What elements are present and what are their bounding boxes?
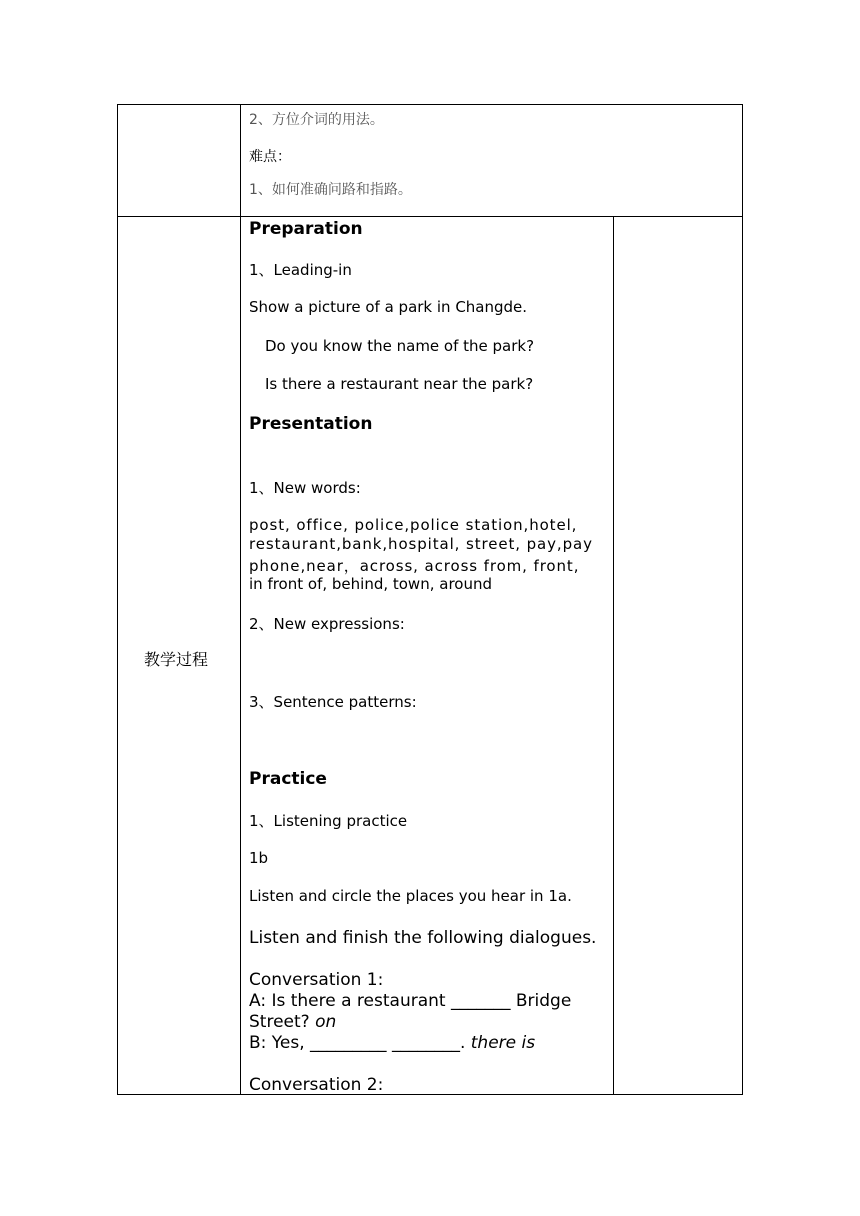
answer-there-is: there is: [470, 1033, 536, 1053]
conversation-2-title: Conversation 2:: [249, 1075, 384, 1095]
conversation-1-title: Conversation 1:: [249, 970, 384, 990]
label-column-divider: [240, 104, 241, 1095]
teaching-process-label: 教学过程: [144, 650, 209, 669]
new-expressions-label: 2、New expressions:: [249, 615, 405, 633]
listening-practice-item: 1、Listening practice: [249, 812, 408, 830]
street-text: Street?: [249, 1012, 310, 1032]
prepositions-usage-point: 2、方位介词的用法。: [249, 112, 384, 128]
question-restaurant: Is there a restaurant near the park?: [265, 375, 534, 393]
listen-circle-instruction: Listen and circle the places you hear in 1a.: [249, 887, 572, 905]
listen-finish-instruction: Listen and finish the following dialogues.: [249, 928, 597, 948]
words-line: restaurant,bank,hospital, street, pay,pay: [249, 535, 593, 553]
table-top-border: [117, 104, 743, 105]
conversation-1-line-a-cont: [249, 1012, 336, 1032]
yes-blank-text: B: Yes, _________ ________.: [249, 1033, 466, 1053]
leading-in-item: 1、Leading-in: [249, 261, 352, 279]
notes-column-divider: [613, 216, 614, 1095]
presentation-heading: Presentation: [249, 414, 373, 434]
table-bottom-border: [117, 1094, 743, 1095]
difficulty-point: 1、如何准确问路和指路。: [249, 182, 412, 198]
table-right-border: [742, 104, 743, 1095]
practice-heading: Practice: [249, 769, 327, 789]
difficulty-label: 难点：: [249, 149, 291, 165]
row-divider: [117, 216, 743, 217]
conversation-1-line-b: [249, 1033, 535, 1053]
sentence-patterns-label: 3、Sentence patterns:: [249, 693, 417, 711]
answer-on: on: [315, 1012, 337, 1032]
words-line: phone,near，across, across from, front,: [249, 557, 580, 575]
preparation-heading: Preparation: [249, 219, 363, 239]
item-1b: 1b: [249, 849, 269, 867]
table-left-border: [117, 104, 118, 1095]
new-words-label: 1、New words:: [249, 479, 361, 497]
question-park-name: Do you know the name of the park?: [265, 337, 535, 355]
words-line: post, office, police,police station,hotel,: [249, 516, 578, 534]
conversation-1-line-a: A: Is there a restaurant _______ Bridge: [249, 991, 572, 1011]
words-line: in front of, behind, town, around: [249, 575, 492, 593]
show-picture-text: Show a picture of a park in Changde.: [249, 298, 528, 316]
